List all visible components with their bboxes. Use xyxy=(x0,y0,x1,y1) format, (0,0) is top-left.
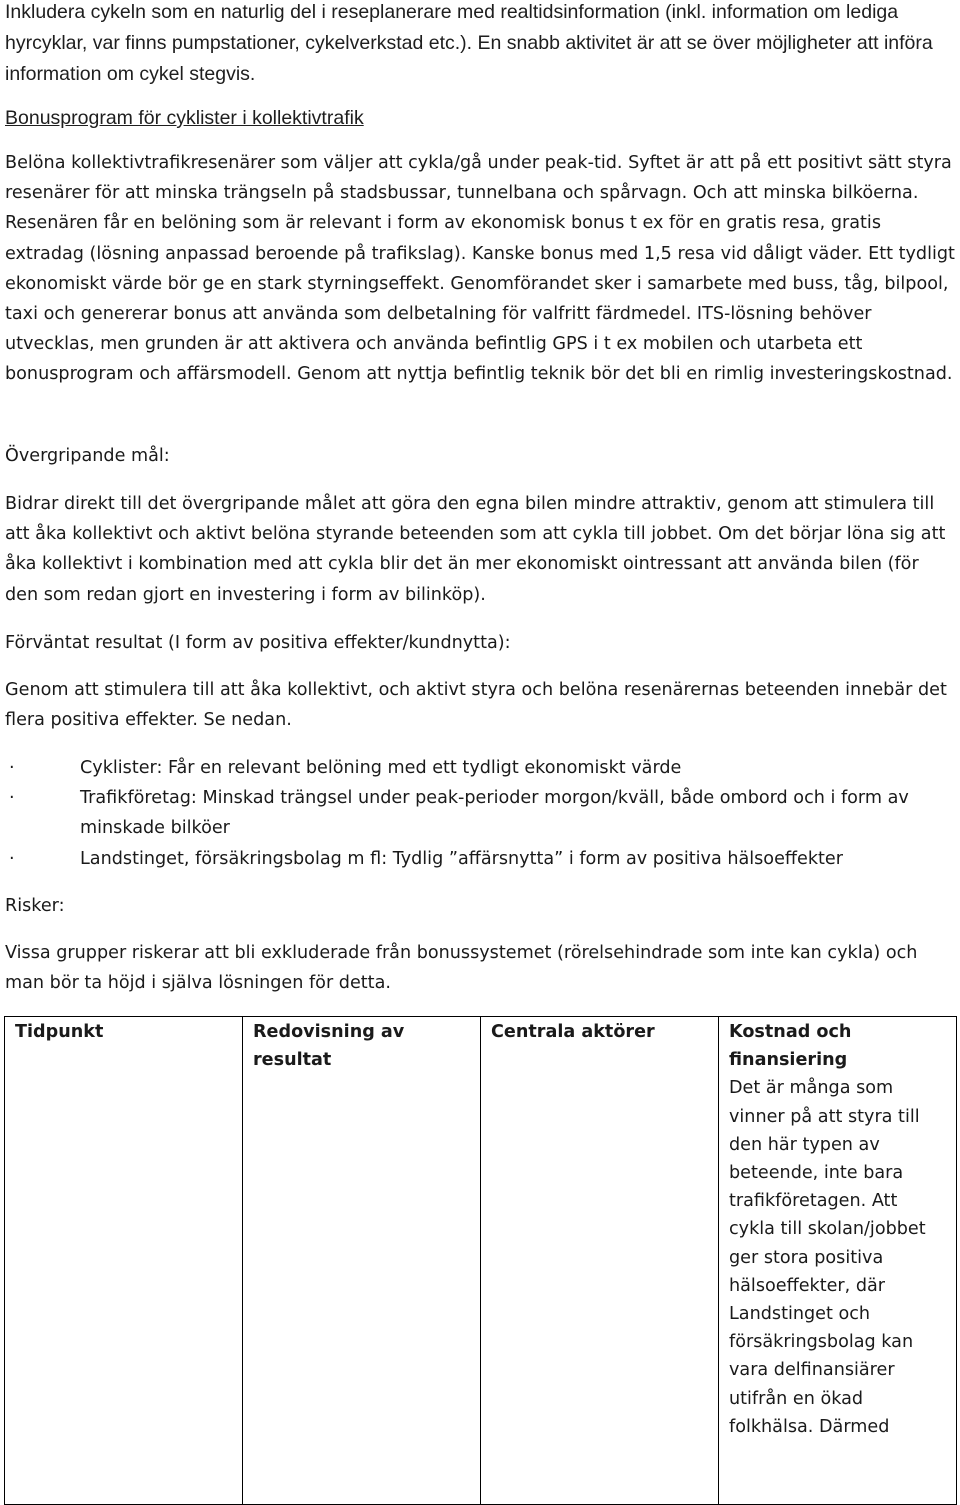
bullet-marker: · xyxy=(9,758,15,778)
schedule-table xyxy=(4,1016,957,1505)
section-description: Belöna kollektivtrafikresenärer som väljer att cykla/gå under peak-tid. Syftet är att på ett positivt sätt styra resenärer för att minska trängseln på stadsbussar, tunnelbana och spårvagn. Och att minska bilköerna. Resenären får en belöning som är relevant i form av ekonomisk bonus t ex för en gratis resa, gratis extradag (lösning anpassad beroende på trafikslag). Kanske bonus med 1,5 resa vid dåligt väder. Ett tydligt ekonomiskt värde bör ge en stark styrningseffekt. Genomförandet sker i samarbete med buss, tåg, bilpool, taxi och genererar bonus att använda som delbetalning för valfritt färdmedel. ITS-lösning behöver utvecklas, men grunden är att aktivera och använda befintlig GPS i t ex mobilen och utarbeta ett bonusprogram och affärsmodell. Genom att nyttja befintlig teknik bör det bli en rimlig investeringskostnad. xyxy=(5,153,955,385)
goals-label: Övergripande mål: xyxy=(5,446,170,466)
goals-paragraph: Bidrar direkt till det övergripande målet att göra den egna bilen mindre attraktiv, genom att stimulera till att åka kollektivt och aktivt belöna styrande beteenden som att cykla till jobbet. Om det börjar löna sig att åka kollektivt i kombination med att cykla blir det än mer ekonomiskt ointressant att använda bilen (för den som redan gjort en investering i form av bilinköp). xyxy=(5,494,946,605)
bullet-marker: · xyxy=(9,788,15,809)
table-cell-kostnad: Det är många som vinner på att styra till den här typen av beteende, inte bara trafikföretagen. Att cykla till skolan/jobbet ger stora positiva hälsoeffekter, där Landstinget och försäkringsbolag kan vara delfinansiärer utifrån en ökad folkhälsa. Därmed xyxy=(719,1074,957,1505)
risks-label: Risker: xyxy=(5,896,65,916)
section-heading-bonusprogram[interactable]: Bonusprogram för cyklister i kollektivtrafik xyxy=(5,107,364,129)
results-bullet-list xyxy=(5,753,955,874)
intro-paragraph: Inkludera cykeln som en naturlig del i reseplanerare med realtidsinformation (inkl. information om lediga hyrcyklar, var finns pumpstationer, cykelverkstad etc.). En snabb aktivitet är att se över möjligheter att införa information om cykel stegvis. xyxy=(5,1,933,85)
table-header-kostnad: Kostnad och finansiering xyxy=(719,1017,957,1075)
table-cell-redovisning xyxy=(243,1074,481,1505)
list-item-text: Landstinget, försäkringsbolag m fl: Tydlig ”affärsnytta” i form av positiva hälsoeffekter xyxy=(80,848,843,869)
table-header-aktorer: Centrala aktörer xyxy=(481,1017,719,1075)
list-item xyxy=(5,844,955,874)
table-header-row xyxy=(5,1017,957,1075)
list-item xyxy=(5,753,955,783)
risks-paragraph: Vissa grupper riskerar att bli exkluderade från bonussystemet (rörelsehindrade som inte kan cykla) och man bör ta höjd i själva lösningen för detta. xyxy=(5,943,918,994)
results-paragraph: Genom att stimulera till att åka kollektivt, och aktivt styra och belöna resenärernas beteenden innebär det flera positiva effekter. Se nedan. xyxy=(5,680,947,731)
table-row xyxy=(5,1074,957,1505)
table-header-redovisning: Redovisning av resultat xyxy=(243,1017,481,1075)
table-cell-tidpunkt xyxy=(5,1074,243,1505)
bullet-marker: · xyxy=(9,848,15,869)
table-header-tidpunkt: Tidpunkt xyxy=(5,1017,243,1075)
results-label: Förväntat resultat (I form av positiva effekter/kundnytta): xyxy=(5,633,511,653)
table-cell-aktorer xyxy=(481,1074,719,1505)
list-item xyxy=(5,783,955,843)
list-item-text: Cyklister: Får en relevant belöning med ett tydligt ekonomiskt värde xyxy=(80,758,682,778)
list-item-text: Trafikföretag: Minskad trängsel under peak-perioder morgon/kväll, både ombord och i form av minskade bilköer xyxy=(80,788,909,839)
